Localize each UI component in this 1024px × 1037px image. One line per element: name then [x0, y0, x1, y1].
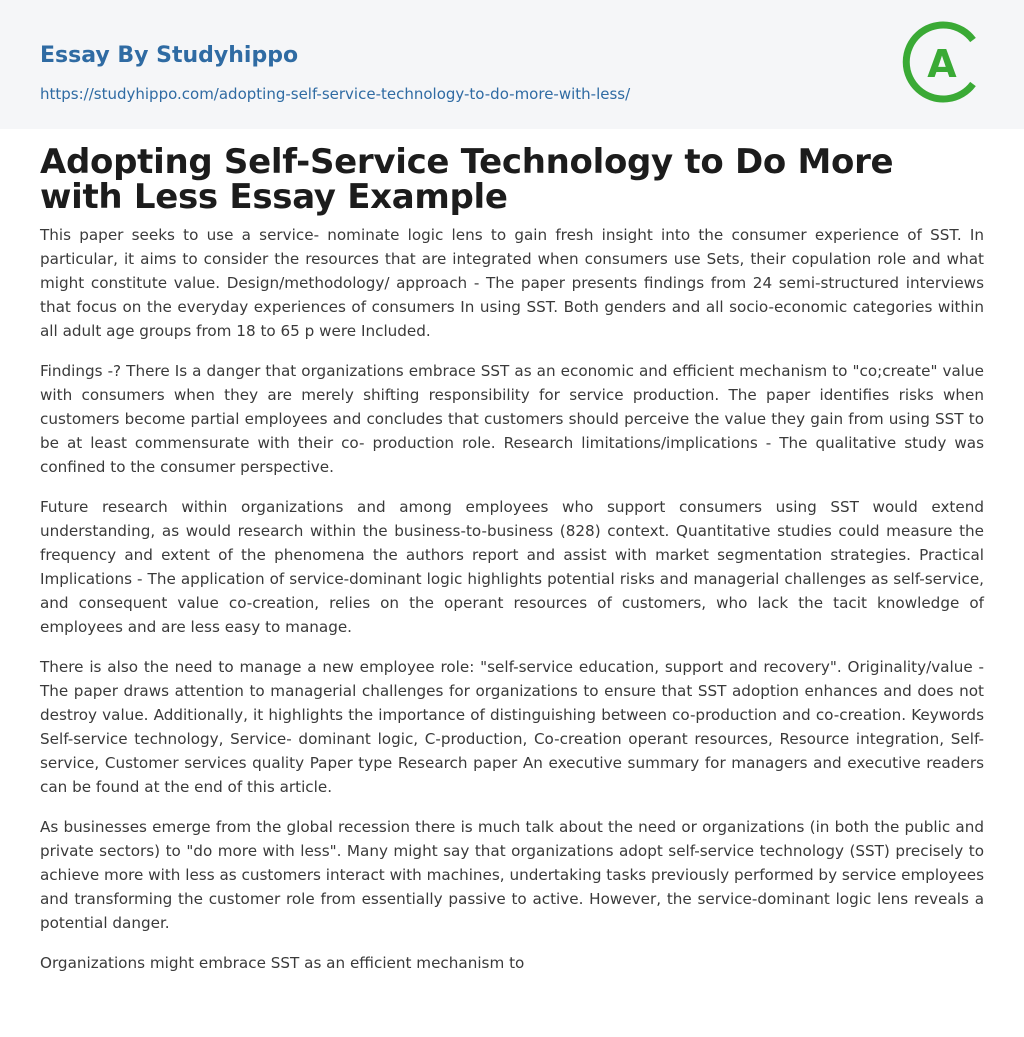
- essay-paragraph: Findings -? There Is a danger that organizations embrace SST as an economic and efficient mechanism to "co;create" value with consumers when they are merely shifting responsibility for service production. The paper identifies risks when customers become partial employees and concludes that customers should perceive the value they gain from using SST to be at least commensurate with their co- production role. Research limitations/implications - The qualitative study was confined to the consumer perspective.: [40, 362, 984, 476]
- site-title[interactable]: Essay By Studyhippo: [40, 43, 299, 68]
- essay-title: Adopting Self-Service Technology to Do More with Less Essay Example: [40, 142, 894, 217]
- essay-paragraph: This paper seeks to use a service- nominate logic lens to gain fresh insight into the consumer experience of SST. In particular, it aims to consider the resources that are integrated when consumers use Sets, their copulation role and what might constitute value. Design/methodology/ approach - The paper presents findings from 24 semi-structured interviews that focus on the everyday experiences of consumers In using SST. Both genders and all socio-economic categories within all adult age groups from 18 to 65 p were Included.: [40, 226, 984, 340]
- essay-url-link[interactable]: https://studyhippo.com/adopting-self-service-technology-to-do-more-with-less/: [40, 85, 631, 103]
- essay-paragraph: Organizations might embrace SST as an efficient mechanism to: [40, 954, 525, 972]
- essay-paragraph: Future research within organizations and among employees who support consumers using SST would extend understanding, as would research within the business-to-business (828) context. Quantitative studies could measure the frequency and extent of the phenomena the authors report and assist with market segmentation strategies. Practical Implications - The application of service-dominant logic highlights potential risks and managerial challenges as self-service, and consequent value co-creation, relies on the operant resources of customers, who lack the tacit knowledge of employees and are less easy to manage.: [40, 498, 984, 636]
- site-header: [0, 0, 1024, 129]
- essay-paragraph: There is also the need to manage a new employee role: "self-service education, support and recovery". Originality/value - The paper draws attention to managerial challenges for organizations to ensure that SST adoption enhances and does not destroy value. Additionally, it highlights the importance of distinguishing between co-production and co-creation. Keywords Self-service technology, Service- dominant logic, C-production, Co-creation operant resources, Resource integration, Self-service, Customer services quality Paper type Research paper An executive summary for managers and executive readers can be found at the end of this article.: [40, 658, 984, 796]
- logo-letter: A: [927, 42, 957, 86]
- essay-paragraph: As businesses emerge from the global recession there is much talk about the need or organizations (in both the public and private sectors) to "do more with less". Many might say that organizations adopt self-service technology (SST) precisely to achieve more with less as customers interact with machines, undertaking tasks previously performed by service employees and transforming the customer role from essentially passive to active. However, the service-dominant logic lens reveals a potential danger.: [40, 818, 984, 932]
- essay-content: [0, 142, 1024, 975]
- studyhippo-logo-icon[interactable]: [900, 20, 984, 104]
